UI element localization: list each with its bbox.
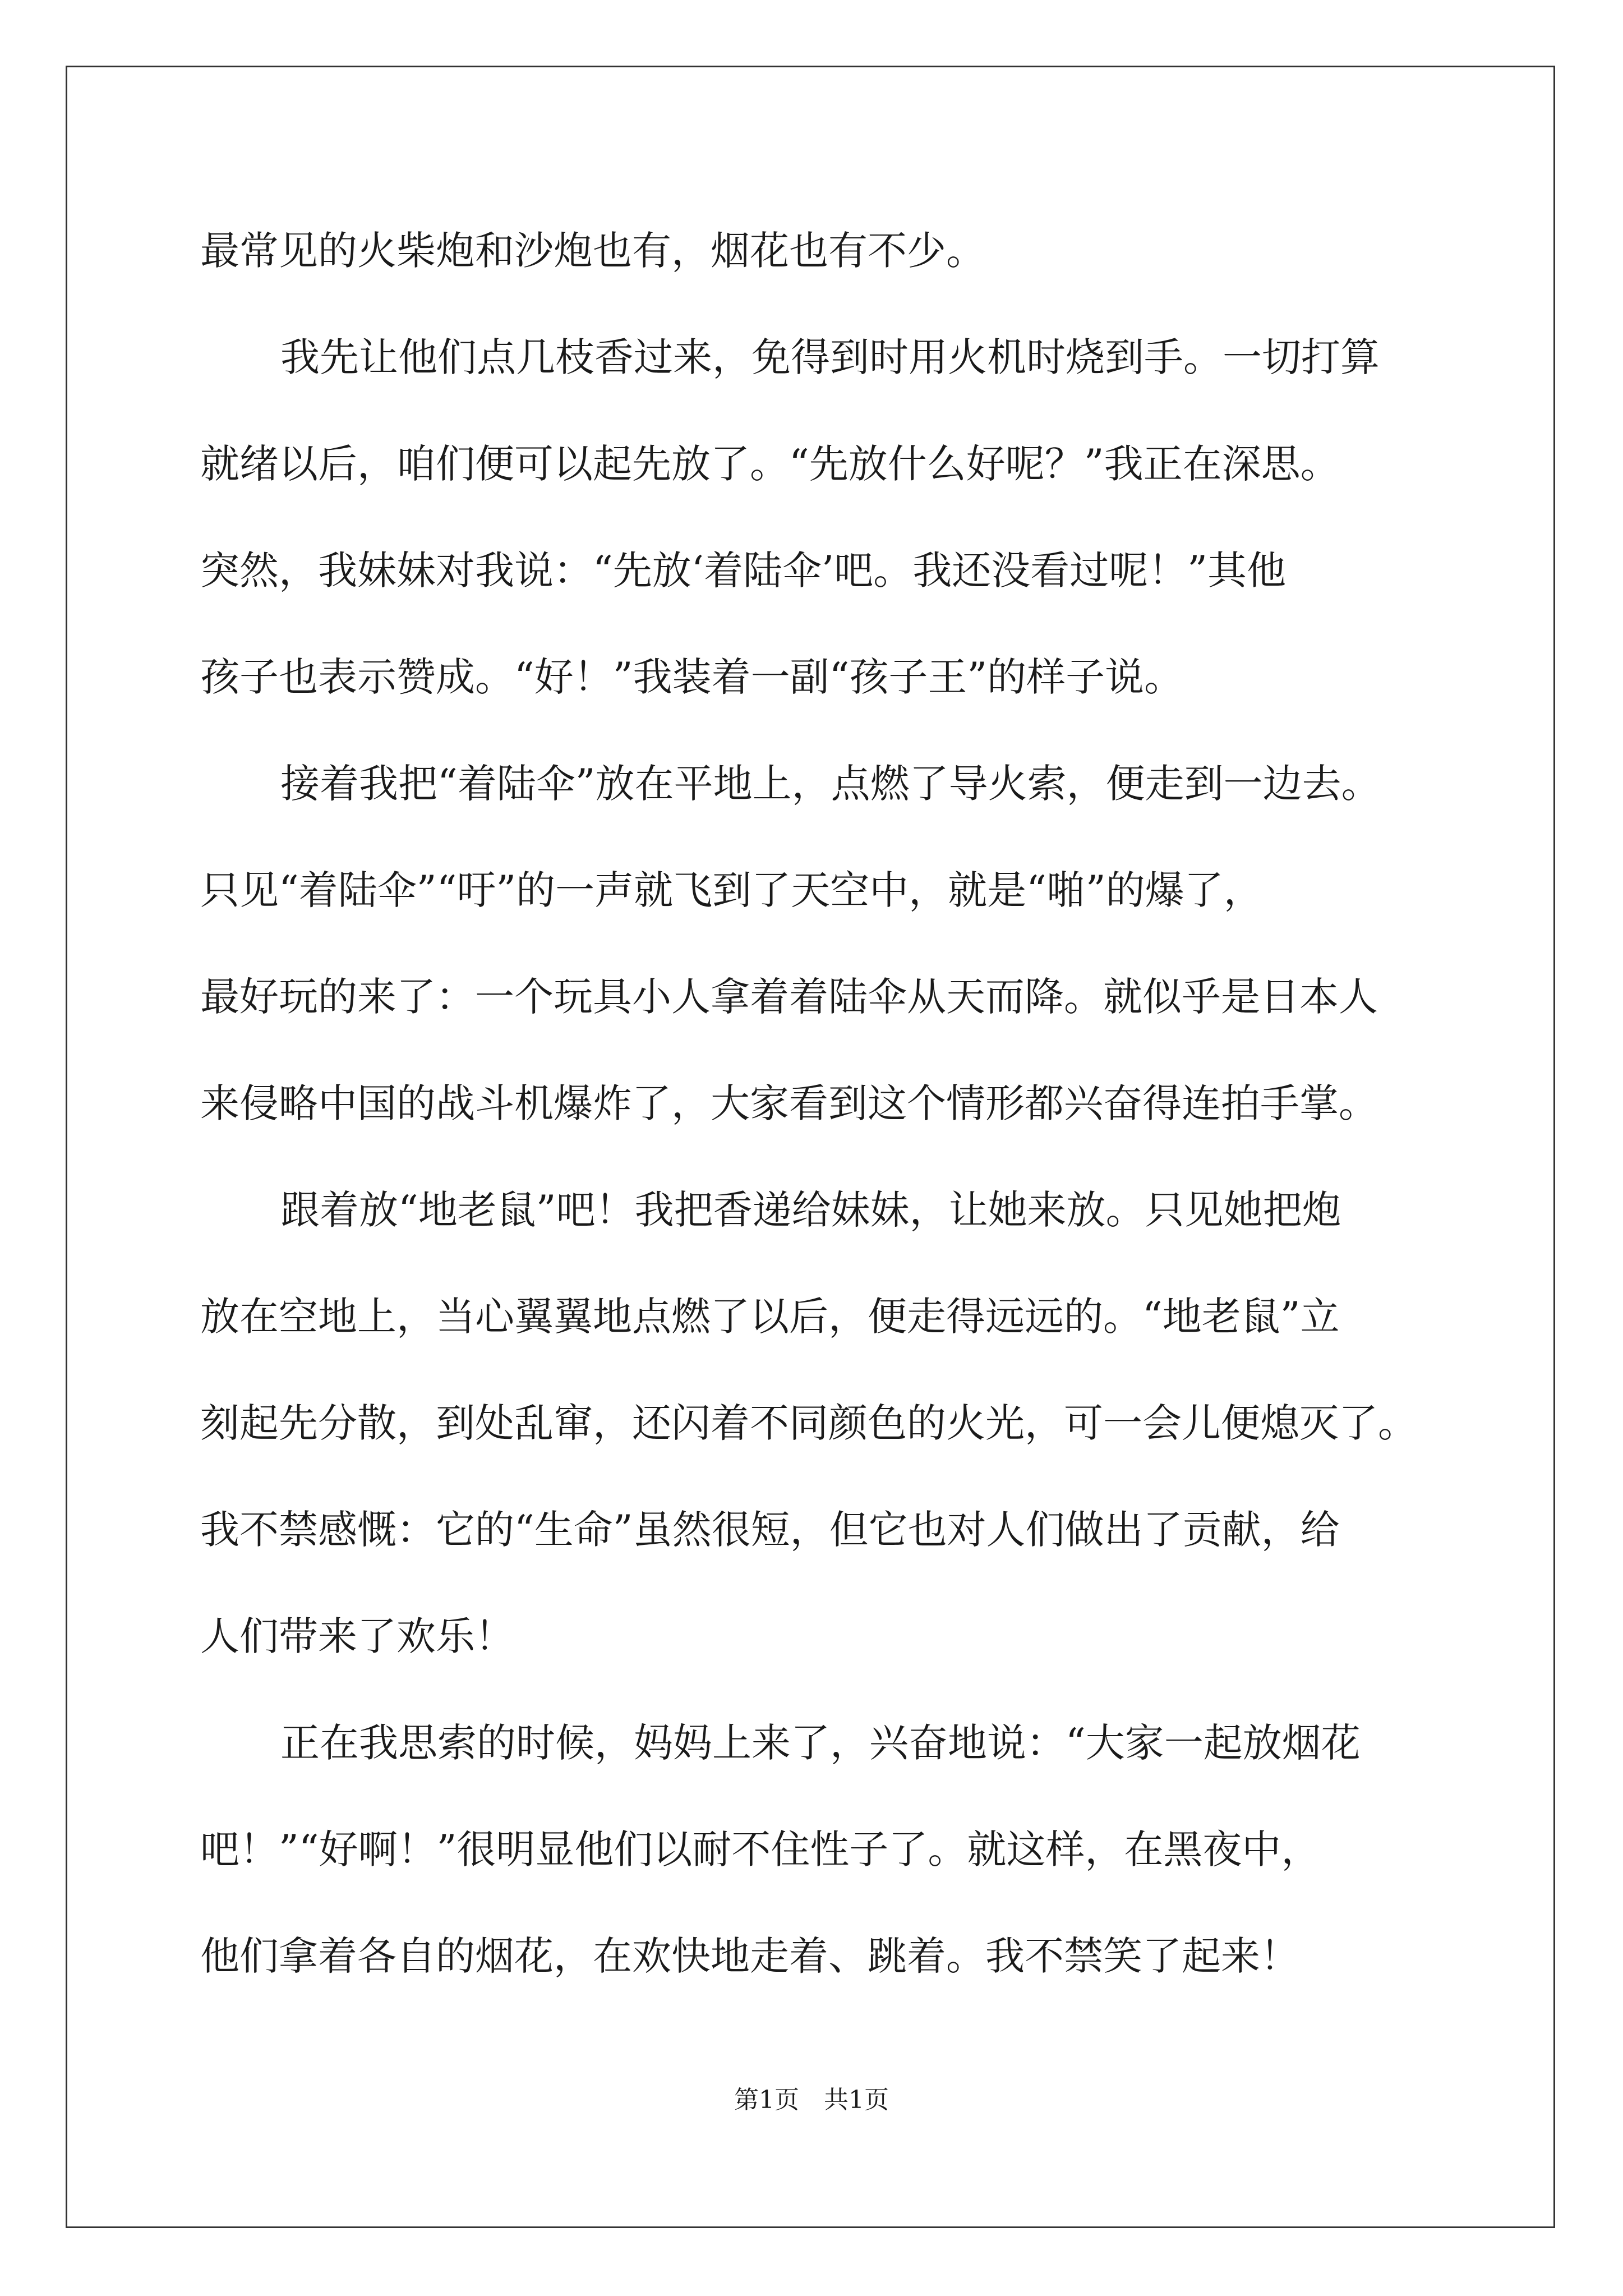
text-line: 我先让他们点几枝香过来，免得到时用火机时烧到手。一切打算 [280,334,1380,380]
text-line: 来侵略中国的战斗机爆炸了，大家看到这个情形都兴奋得连拍手掌。 [200,1080,1378,1126]
text-line: 正在我思索的时候，妈妈上来了，兴奋地说：“大家一起放烟花 [280,1720,1361,1766]
text-line: 突然，我妹妹对我说：“先放‘着陆伞’吧。我还没看过呢！”其他 [200,547,1287,593]
text-line: 跟着放“地老鼠”吧！我把香递给妹妹，让她来放。只见她把炮 [280,1187,1341,1233]
page-border [66,66,1555,2228]
text-line: 放在空地上，当心翼翼地点燃了以后，便走得远远的。“地老鼠”立 [200,1294,1340,1340]
text-line: 就绪以后，咱们便可以起先放了。“先放什么好呢？”我正在深思。 [200,441,1340,487]
text-line: 人们带来了欢乐！ [200,1613,514,1659]
text-line: 最好玩的来了：一个玩具小人拿着着陆伞从天而降。就似乎是日本人 [200,974,1378,1020]
text-line: 孩子也表示赞成。“好！”我装着一副“孩子王”的样子说。 [200,654,1184,700]
text-line: 他们拿着各自的烟花，在欢快地走着、跳着。我不禁笑了起来！ [200,1933,1299,1979]
text-line: 我不禁感慨：它的“生命”虽然很短，但它也对人们做出了贡献，给 [200,1507,1340,1553]
text-line: 最常见的火柴炮和沙炮也有，烟花也有不少。 [200,228,985,274]
page-footer: 第1页 共1页 [734,2086,889,2114]
text-line: 只见“着陆伞”“吁”的一声就飞到了天空中，就是“啪”的爆了， [200,867,1263,913]
text-line: 吧！”“好啊！”很明显他们以耐不住性子了。就这样，在黑夜中， [200,1826,1321,1872]
text-line: 刻起先分散，到处乱窜，还闪着不同颜色的火光，可一会儿便熄灭了。 [200,1400,1417,1446]
text-line: 接着我把“着陆伞”放在平地上，点燃了导火索，便走到一边去。 [280,761,1381,807]
